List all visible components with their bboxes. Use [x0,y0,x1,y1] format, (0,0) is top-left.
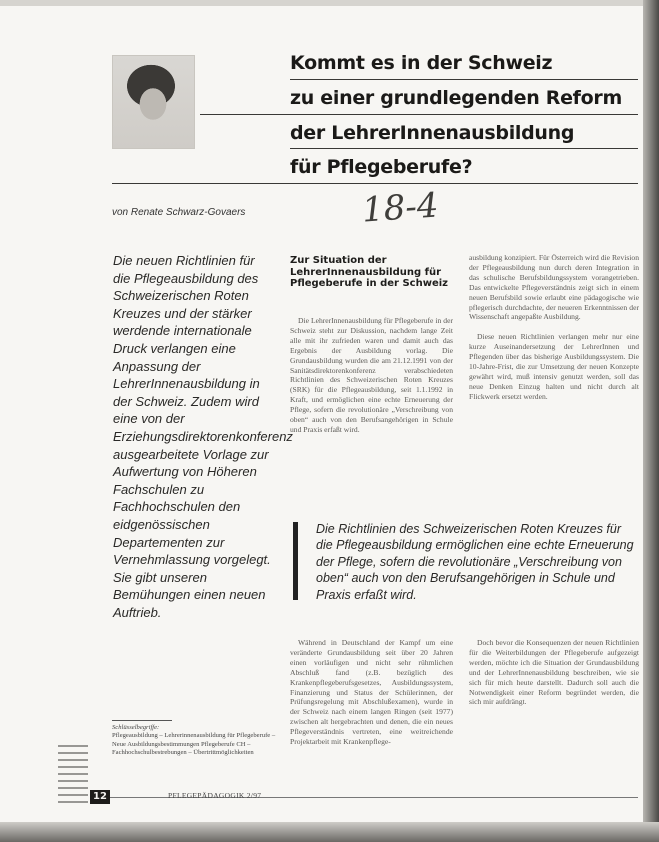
lower-column-1 [290,638,453,747]
section-column-2-text-b: Diese neuen Richtlinien verlangen mehr nur eine kurze Auseinandersetzung der LehrerInnen und Pflegenden über das bisherige Ausbildungssystem. Die 10-Jahre-Frist, die zur Umsetzung der neuen Konzepte gewährt wird, muß intensiv genutzt werden, soll das neue Denken Einzug halten und nicht durch alt Flickwerk ersetzt werden. [469,332,639,401]
title-line-1: Kommt es in der Schweiz [290,52,553,74]
footnote-text: Pflegeausbildung – Lehrerinnenausbildung für Pflegeberufe – Neue Ausbildungsbestimmungen Pflegeberufe CH – Fachhochschulbestrebungen – Übertrittmöglichkeiten [112,732,276,756]
pull-quote: Die Richtlinien des Schweizerischen Roten Kreuzes für die Pflegeausbildung ermöglichen eine echte Erneuerung der Pflege, sofern die revolutionäre „Verschreibung von oben“ auch von den Berufsangehörigen in Schule und Praxis erfaßt wird. [316,522,634,602]
title-line-4: für Pflegeberufe? [290,156,473,178]
section-column-2 [469,253,639,402]
pull-quote-bar [293,522,298,600]
intro-paragraph: Die neuen Richtlinien für die Pflegeausbildung des Schweizerischen Roten Kreuzes und der stärker werdende internationale Druck verlangen eine Anpassung der LehrerInnenausbildung in der Schweiz. Zudem wird eine von der Erziehungsdirektorenkonferenz ausgearbeitete Vorlage zur Aufwertung von Höheren Fachschulen zu Fachhochschulen den eidgenössischen Departementen zur Vernehmlassung vorgelegt. Sie gibt unseren Bemühungen einen neuen Auftrieb. [113,253,293,620]
title-line-3: der LehrerInnenausbildung [290,122,575,144]
title-rule-3 [290,148,638,149]
footnote-rule [112,720,172,721]
footnote [112,724,282,757]
journal-name: PFLEGEPÄDAGOGIK 2/97 [168,791,262,800]
lower-column-2 [469,638,639,707]
footnote-label: Schlüsselbegriffe: [112,724,160,731]
scan-edge-top [0,0,659,6]
author-photo [112,55,195,149]
title-line-2: zu einer grundlegenden Reform [290,87,622,109]
page-number: 12 [90,790,110,804]
section-column-1-text: Die LehrerInnenausbildung für Pflegeberufe in der Schweiz steht zur Diskussion, nachdem lange Zeit alle mit ihr zufrieden waren und damit auch das Ergebnis der Ausbildung vorlag. Die Grundausbildung wurden die am 21.12.1991 von der Sanitätsdirektorenkonferenz verabschiedeten Richtlinien des Schweizerischen Roten Kreuzes (SRK) für die Pflegeausbildung, seit 1.1.1992 in Kraft, und ermöglichen eine echte Erneuerung der Pflege, sofern die revolutionäre „Verschreibung von oben“ auch von den Berufsangehörigen in Schule und Praxis erfaßt wird. [290,316,453,434]
section-column-1 [290,316,453,435]
title-rule-1 [290,79,638,80]
title-rule-4 [112,183,638,184]
handwritten-note: 18-4 [360,185,440,231]
scan-edge-bottom [0,822,659,842]
scan-edge-right [643,0,659,842]
author-byline: von Renate Schwarz-Govaers [112,207,246,218]
margin-scan-marks [58,745,88,805]
title-rule-2 [200,114,638,115]
lower-column-2-text: Doch bevor die Konsequenzen der neuen Richtlinien für die Weiterbildungen der Pflegeberufe aufgezeigt werden, möchte ich die Situation der Grundausbildung und der LehrerInnenausbildung beschreiben, wie sie sich für mich heute darstellt. Dadurch soll auch die Notwendigkeit einer Reform begründet werden, die sich mir aufdrängt. [469,638,639,707]
section-column-2-text-a: ausbildung konzipiert. Für Österreich wird die Revision der Pflegeausbildung nun durch deren Integration in das schulische Berufsbildungssystem vorangetrieben. Das entwickelte Pflegeverständnis zeigt sich in einem neuen Berufsbild sowie erlaubt eine pädagogische wie pflegerisch durchdachte, der neueren Erkenntnissen der Wissenschaft angepaßte Ausbildung. [469,253,639,322]
section-heading: Zur Situation der LehrerInnenausbildung für Pflegeberufe in der Schweiz [290,255,448,289]
lower-column-1-text: Während in Deutschland der Kampf um eine veränderte Grundausbildung seit über 20 Jahren einen vorläufigen und nicht sehr rühmlichen Abschluß fand (z.B. bezüglich des Krankenpflegeberufsgesetzes, Ausbildungssystem, Finanzierung und Status der Schülerinnen, der Prüfungsregelung mit Abschlußexamen), wurde in der Schweiz nach einem langen Ringen (seit 1977) zwischen alt hergebrachten und denen, die ein neues Pflegeverständnis vertreten, eine weitreichende Projektarbeit mit Krankenpflege- [290,638,453,747]
